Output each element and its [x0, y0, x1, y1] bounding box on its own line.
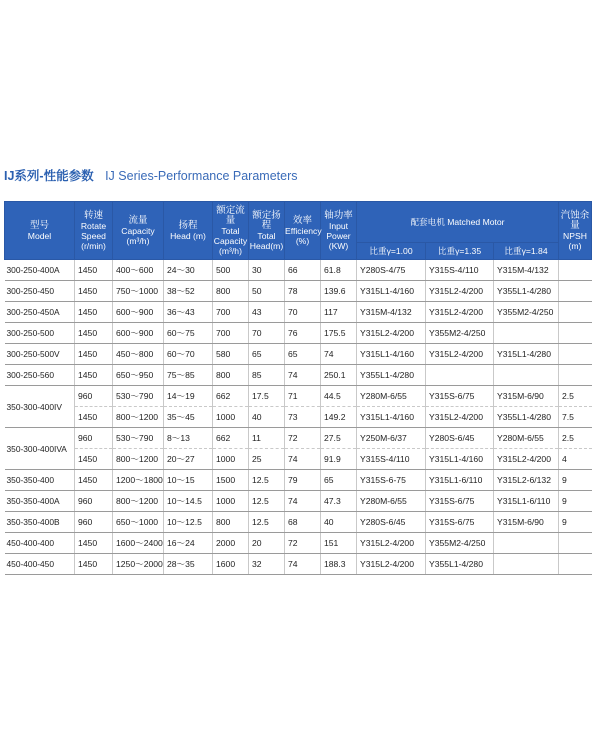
cell-total-capacity: 700 [213, 302, 249, 323]
cell-power: 151 [321, 533, 357, 554]
cell-motor-1: Y315L2-4/200 [357, 533, 426, 554]
cell-motor-2: Y315L2-4/200 [426, 281, 494, 302]
col-npsh: 汽蚀余量 NPSH (m) [559, 202, 592, 260]
cell-head: 28～35 [164, 554, 213, 575]
cell-power: 175.5 [321, 323, 357, 344]
cell-power: 139.6 [321, 281, 357, 302]
cell-motor-2: Y315L2-4/200 [426, 344, 494, 365]
cell-motor-3: Y355L1-4/280 [494, 407, 559, 428]
table-row [5, 470, 592, 491]
cell-total-head: 65 [249, 344, 285, 365]
cell-efficiency: 72 [285, 428, 321, 449]
table-row [5, 323, 592, 344]
col-total-head: 额定扬程 Total Head(m) [249, 202, 285, 260]
cell-npsh: 2.5 [559, 428, 592, 449]
cell-efficiency: 74 [285, 554, 321, 575]
cell-model: 450-400-450 [5, 554, 75, 575]
cell-capacity: 600～900 [113, 323, 164, 344]
cell-motor-1: Y315S-6-75 [357, 470, 426, 491]
cell-npsh: 9 [559, 491, 592, 512]
cell-efficiency: 74 [285, 365, 321, 386]
cell-head: 38～52 [164, 281, 213, 302]
cell-motor-1: Y315L2-4/200 [357, 323, 426, 344]
cell-speed: 1450 [75, 449, 113, 470]
cell-efficiency: 74 [285, 491, 321, 512]
cell-motor-1: Y280S-4/75 [357, 260, 426, 281]
cell-motor-2: Y355M2-4/250 [426, 533, 494, 554]
cell-total-capacity: 2000 [213, 533, 249, 554]
cell-power: 188.3 [321, 554, 357, 575]
cell-head: 10～15 [164, 470, 213, 491]
cell-capacity: 450～800 [113, 344, 164, 365]
cell-power: 27.5 [321, 428, 357, 449]
cell-npsh [559, 260, 592, 281]
heading-title-cn: IJ系列-性能参数 [4, 169, 94, 183]
cell-efficiency: 78 [285, 281, 321, 302]
cell-model: 350-300-400IV [5, 386, 75, 428]
cell-capacity: 800～1200 [113, 491, 164, 512]
cell-npsh: 9 [559, 512, 592, 533]
cell-efficiency: 71 [285, 386, 321, 407]
cell-power: 40 [321, 512, 357, 533]
cell-capacity: 1600～2400 [113, 533, 164, 554]
cell-power: 149.2 [321, 407, 357, 428]
cell-capacity: 530～790 [113, 386, 164, 407]
cell-efficiency: 74 [285, 449, 321, 470]
cell-speed: 960 [75, 386, 113, 407]
cell-power: 250.1 [321, 365, 357, 386]
section-heading [4, 166, 298, 184]
table-row [5, 554, 592, 575]
cell-total-capacity: 700 [213, 323, 249, 344]
cell-model: 350-350-400A [5, 491, 75, 512]
cell-capacity: 650～1000 [113, 512, 164, 533]
cell-speed: 1450 [75, 533, 113, 554]
cell-total-capacity: 1000 [213, 407, 249, 428]
cell-model: 300-250-500 [5, 323, 75, 344]
cell-power: 65 [321, 470, 357, 491]
cell-model: 300-250-560 [5, 365, 75, 386]
cell-power: 44.5 [321, 386, 357, 407]
cell-motor-3: Y315L2-6/132 [494, 470, 559, 491]
cell-motor-3: Y280M-6/55 [494, 428, 559, 449]
cell-motor-3: Y315L2-4/200 [494, 449, 559, 470]
cell-capacity: 400～600 [113, 260, 164, 281]
cell-speed: 1450 [75, 365, 113, 386]
cell-motor-3 [494, 533, 559, 554]
cell-speed: 1450 [75, 407, 113, 428]
cell-total-head: 32 [249, 554, 285, 575]
cell-model: 350-350-400 [5, 470, 75, 491]
cell-motor-1: Y355L1-4/280 [357, 365, 426, 386]
cell-motor-3: Y315L1-4/280 [494, 344, 559, 365]
col-model: 型号 Model [5, 202, 75, 260]
cell-capacity: 1250～2000 [113, 554, 164, 575]
cell-motor-1: Y315S-4/110 [357, 449, 426, 470]
table-row [5, 386, 592, 407]
cell-motor-2 [426, 365, 494, 386]
table-row [5, 260, 592, 281]
cell-motor-3: Y355L1-4/280 [494, 281, 559, 302]
cell-speed: 1450 [75, 302, 113, 323]
cell-speed: 960 [75, 491, 113, 512]
cell-model: 350-350-400B [5, 512, 75, 533]
table-row [5, 428, 592, 449]
cell-efficiency: 79 [285, 470, 321, 491]
cell-head: 36～43 [164, 302, 213, 323]
cell-motor-2: Y315L1-4/160 [426, 449, 494, 470]
cell-capacity: 1200～1800 [113, 470, 164, 491]
cell-head: 24～30 [164, 260, 213, 281]
cell-efficiency: 72 [285, 533, 321, 554]
cell-total-head: 20 [249, 533, 285, 554]
cell-motor-3 [494, 323, 559, 344]
cell-model: 350-300-400IVA [5, 428, 75, 470]
col-gravity-1: 比重γ=1.00 [357, 243, 426, 260]
cell-motor-2: Y355M2-4/250 [426, 323, 494, 344]
cell-motor-1: Y280S-6/45 [357, 512, 426, 533]
table-row [5, 533, 592, 554]
col-gravity-2: 比重γ=1.35 [426, 243, 494, 260]
cell-capacity: 650～950 [113, 365, 164, 386]
cell-model: 300-250-500V [5, 344, 75, 365]
cell-npsh: 7.5 [559, 407, 592, 428]
cell-power: 74 [321, 344, 357, 365]
cell-motor-2: Y315S-6/75 [426, 386, 494, 407]
cell-total-head: 50 [249, 281, 285, 302]
table-row [5, 407, 592, 428]
col-capacity: 流量 Capacity (m³/h) [113, 202, 164, 260]
cell-head: 16～24 [164, 533, 213, 554]
cell-npsh [559, 302, 592, 323]
cell-motor-2: Y315S-6/75 [426, 491, 494, 512]
cell-head: 10～12.5 [164, 512, 213, 533]
cell-head: 60～75 [164, 323, 213, 344]
cell-head: 10～14.5 [164, 491, 213, 512]
cell-power: 47.3 [321, 491, 357, 512]
cell-motor-1: Y315L1-4/160 [357, 281, 426, 302]
cell-motor-3: Y315M-4/132 [494, 260, 559, 281]
cell-capacity: 750～1000 [113, 281, 164, 302]
cell-total-capacity: 800 [213, 281, 249, 302]
cell-model: 450-400-400 [5, 533, 75, 554]
cell-speed: 1450 [75, 281, 113, 302]
cell-capacity: 600～900 [113, 302, 164, 323]
cell-total-capacity: 800 [213, 365, 249, 386]
cell-total-capacity: 1000 [213, 491, 249, 512]
cell-efficiency: 70 [285, 302, 321, 323]
cell-total-head: 11 [249, 428, 285, 449]
col-gravity-3: 比重γ=1.84 [494, 243, 559, 260]
cell-motor-1: Y315M-4/132 [357, 302, 426, 323]
cell-efficiency: 68 [285, 512, 321, 533]
col-input-power: 轴功率 Input Power (KW) [321, 202, 357, 260]
cell-capacity: 800～1200 [113, 407, 164, 428]
cell-npsh [559, 323, 592, 344]
cell-total-head: 40 [249, 407, 285, 428]
cell-motor-2: Y315S-6/75 [426, 512, 494, 533]
cell-head: 60～70 [164, 344, 213, 365]
cell-npsh [559, 554, 592, 575]
cell-total-head: 85 [249, 365, 285, 386]
cell-speed: 960 [75, 428, 113, 449]
cell-total-head: 17.5 [249, 386, 285, 407]
cell-speed: 1450 [75, 554, 113, 575]
cell-motor-1: Y250M-6/37 [357, 428, 426, 449]
cell-total-capacity: 580 [213, 344, 249, 365]
table-row [5, 449, 592, 470]
table-row [5, 302, 592, 323]
cell-head: 14～19 [164, 386, 213, 407]
cell-power: 91.9 [321, 449, 357, 470]
cell-npsh: 9 [559, 470, 592, 491]
cell-total-capacity: 662 [213, 428, 249, 449]
heading-title-en: IJ Series-Performance Parameters [105, 169, 298, 183]
cell-motor-2: Y315S-4/110 [426, 260, 494, 281]
performance-table [4, 201, 592, 575]
cell-motor-2: Y280S-6/45 [426, 428, 494, 449]
cell-motor-1: Y280M-6/55 [357, 491, 426, 512]
col-total-capacity: 额定流量 Total Capacity (m³/h) [213, 202, 249, 260]
cell-motor-1: Y280M-6/55 [357, 386, 426, 407]
cell-total-head: 25 [249, 449, 285, 470]
col-head: 扬程 Head (m) [164, 202, 213, 260]
cell-total-capacity: 1600 [213, 554, 249, 575]
cell-motor-3 [494, 365, 559, 386]
cell-npsh [559, 344, 592, 365]
cell-speed: 1450 [75, 323, 113, 344]
cell-motor-2: Y315L2-4/200 [426, 302, 494, 323]
cell-motor-3 [494, 554, 559, 575]
cell-speed: 960 [75, 512, 113, 533]
cell-total-head: 30 [249, 260, 285, 281]
table-row [5, 344, 592, 365]
cell-total-capacity: 800 [213, 512, 249, 533]
cell-capacity: 800～1200 [113, 449, 164, 470]
col-speed: 转速 Rotate Speed (r/min) [75, 202, 113, 260]
cell-model: 300-250-450A [5, 302, 75, 323]
table-row [5, 365, 592, 386]
cell-model: 300-250-400A [5, 260, 75, 281]
cell-npsh: 4 [559, 449, 592, 470]
cell-motor-1: Y315L1-4/160 [357, 344, 426, 365]
cell-total-capacity: 662 [213, 386, 249, 407]
table-row [5, 281, 592, 302]
cell-motor-1: Y315L1-4/160 [357, 407, 426, 428]
cell-head: 8～13 [164, 428, 213, 449]
cell-total-capacity: 1000 [213, 449, 249, 470]
cell-total-head: 12.5 [249, 491, 285, 512]
cell-total-capacity: 1500 [213, 470, 249, 491]
table-row [5, 512, 592, 533]
cell-power: 61.8 [321, 260, 357, 281]
cell-head: 75～85 [164, 365, 213, 386]
cell-npsh [559, 281, 592, 302]
cell-efficiency: 76 [285, 323, 321, 344]
cell-efficiency: 73 [285, 407, 321, 428]
cell-npsh: 2.5 [559, 386, 592, 407]
cell-motor-3: Y315M-6/90 [494, 512, 559, 533]
cell-total-head: 70 [249, 323, 285, 344]
col-matched-motor: 配套电机 Matched Motor [357, 202, 559, 243]
cell-head: 20～27 [164, 449, 213, 470]
cell-speed: 1450 [75, 344, 113, 365]
cell-npsh [559, 365, 592, 386]
col-efficiency: 效率 Efficiency (%) [285, 202, 321, 260]
cell-motor-3: Y355M2-4/250 [494, 302, 559, 323]
cell-motor-1: Y315L2-4/200 [357, 554, 426, 575]
cell-npsh [559, 533, 592, 554]
cell-efficiency: 65 [285, 344, 321, 365]
cell-power: 117 [321, 302, 357, 323]
cell-total-capacity: 500 [213, 260, 249, 281]
cell-model: 300-250-450 [5, 281, 75, 302]
cell-motor-3: Y315L1-6/110 [494, 491, 559, 512]
cell-capacity: 530～790 [113, 428, 164, 449]
cell-total-head: 12.5 [249, 512, 285, 533]
cell-head: 35～45 [164, 407, 213, 428]
cell-efficiency: 66 [285, 260, 321, 281]
table-row [5, 491, 592, 512]
cell-total-head: 12.5 [249, 470, 285, 491]
cell-total-head: 43 [249, 302, 285, 323]
cell-speed: 1450 [75, 260, 113, 281]
cell-motor-2: Y315L2-4/200 [426, 407, 494, 428]
cell-motor-2: Y315L1-6/110 [426, 470, 494, 491]
cell-speed: 1450 [75, 470, 113, 491]
cell-motor-3: Y315M-6/90 [494, 386, 559, 407]
cell-motor-2: Y355L1-4/280 [426, 554, 494, 575]
